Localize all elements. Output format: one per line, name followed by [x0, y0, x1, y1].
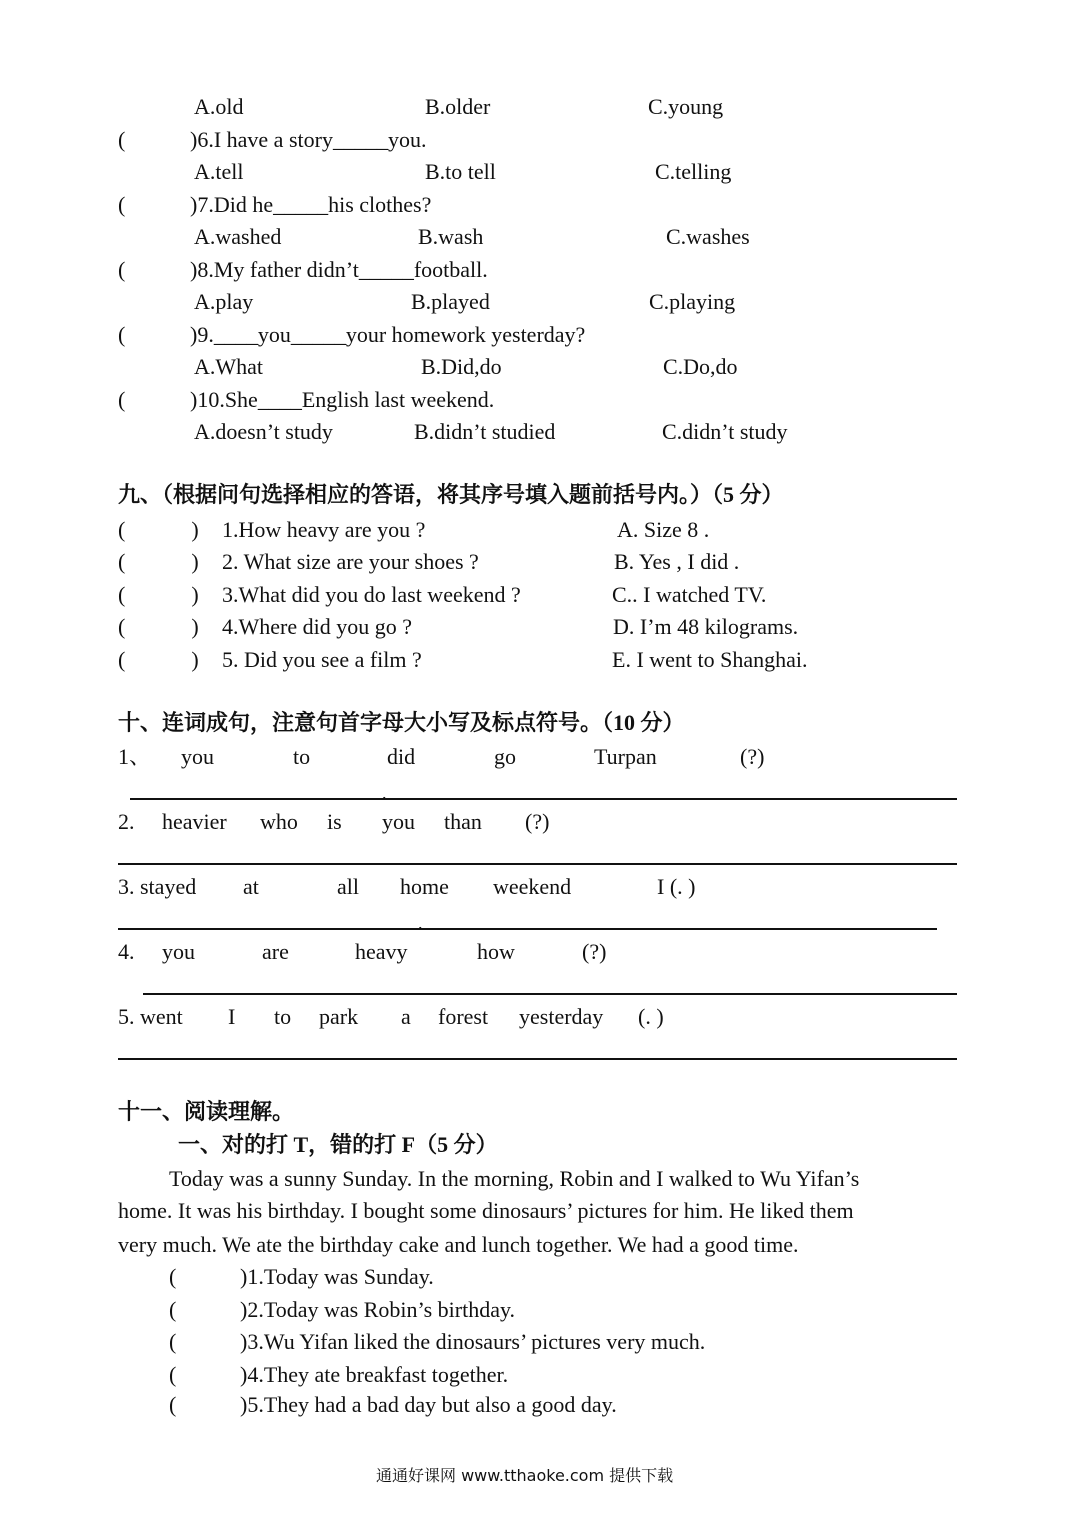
scramble-word: go: [494, 744, 516, 769]
scramble-word: a: [401, 1004, 411, 1029]
scramble-punctuation: (?): [740, 744, 765, 769]
match-answer: C.. I watched TV.: [612, 582, 767, 607]
option-b: B.wash: [418, 224, 484, 249]
scramble-number: 2.: [118, 809, 135, 834]
scramble-word: who: [260, 809, 298, 834]
scramble-punctuation: (?): [525, 809, 550, 834]
option-a: A.What: [194, 354, 264, 379]
scramble-word: I: [228, 1004, 236, 1029]
option-b: B.to tell: [425, 159, 496, 184]
scramble-word: you: [382, 809, 415, 834]
scramble-word: weekend: [493, 874, 572, 899]
answer-paren[interactable]: (: [169, 1264, 177, 1289]
tf-statement: )3.Wu Yifan liked the dinosaurs’ pictures very much.: [240, 1329, 706, 1354]
scramble-word: 3. stayed: [118, 874, 197, 899]
tf-statement: )1.Today was Sunday.: [240, 1264, 434, 1289]
answer-paren[interactable]: ( ): [118, 582, 199, 607]
match-answer: D. I’m 48 kilograms.: [613, 614, 799, 639]
answer-paren[interactable]: (: [169, 1329, 177, 1354]
scramble-word: to: [274, 1004, 292, 1029]
scramble-punctuation: (?): [582, 939, 607, 964]
answer-line-2[interactable]: [118, 863, 957, 865]
scramble-number: 4.: [118, 939, 135, 964]
option-c: C.playing: [649, 289, 736, 314]
scramble-word: 5. went: [118, 1004, 183, 1029]
section-11-title: 十一、阅读理解。: [118, 1099, 295, 1124]
scramble-word: you: [181, 744, 214, 769]
answer-paren[interactable]: (: [169, 1362, 177, 1387]
scramble-word: forest: [438, 1004, 489, 1029]
scramble-word: heavier: [162, 809, 227, 834]
scramble-word: yesterday: [519, 1004, 604, 1029]
answer-paren[interactable]: (: [118, 387, 126, 412]
passage-line: home. It was his birthday. I bought some dinosaurs’ pictures for him. He liked them: [118, 1198, 854, 1223]
answer-paren[interactable]: (: [118, 322, 126, 347]
option-c: C.washes: [666, 224, 750, 249]
match-question: 4.Where did you go ?: [222, 614, 412, 639]
option-a: A.tell: [194, 159, 244, 184]
scramble-word: to: [293, 744, 311, 769]
option-c: C.didn’t study: [662, 419, 788, 444]
q5-option-a: A.old: [194, 94, 244, 119]
tf-statement: )2.Today was Robin’s birthday.: [240, 1297, 516, 1322]
option-c: C.telling: [655, 159, 732, 184]
passage-line: Today was a sunny Sunday. In the morning, Robin and I walked to Wu Yifan’s: [169, 1166, 860, 1191]
option-b: B.didn’t studied: [414, 419, 556, 444]
match-question: 2. What size are your shoes ?: [222, 549, 479, 574]
tf-statement: )4.They ate breakfast together.: [240, 1362, 509, 1387]
passage-line: very much. We ate the birthday cake and lunch together. We had a good time.: [118, 1232, 799, 1257]
page-footer: 通通好课网 www.tthaoke.com 提供下载: [376, 1466, 674, 1485]
answer-paren[interactable]: (: [169, 1297, 177, 1322]
question-stem: )10.She____English last weekend.: [190, 387, 495, 412]
match-question: 3.What did you do last weekend ?: [222, 582, 521, 607]
scramble-word: you: [162, 939, 195, 964]
match-question: 1.How heavy are you ?: [222, 517, 426, 542]
scramble-word: all: [337, 874, 359, 899]
answer-paren[interactable]: ( ): [118, 549, 199, 574]
answer-line-4[interactable]: [143, 993, 957, 995]
scramble-word: I (. ): [657, 874, 696, 899]
answer-paren[interactable]: (: [118, 192, 126, 217]
answer-line-1[interactable]: [130, 798, 957, 800]
scramble-word: are: [262, 939, 289, 964]
scramble-number: 1、: [118, 744, 152, 769]
scramble-word: home: [400, 874, 449, 899]
scramble-word: did: [387, 744, 416, 769]
option-b: B.played: [411, 289, 490, 314]
option-a: A.washed: [194, 224, 282, 249]
scramble-word: how: [477, 939, 515, 964]
option-b: B.Did,do: [421, 354, 502, 379]
answer-paren[interactable]: (: [118, 257, 126, 282]
question-stem: )7.Did he_____his clothes?: [190, 192, 432, 217]
scramble-word: heavy: [355, 939, 408, 964]
line-dot: .: [382, 783, 387, 803]
question-stem: )8.My father didn’t_____football.: [190, 257, 488, 282]
line-dot: .: [418, 913, 423, 933]
option-a: A.play: [194, 289, 254, 314]
answer-line-5[interactable]: [118, 1058, 957, 1060]
scramble-word: than: [444, 809, 482, 834]
tf-statement: )5.They had a bad day but also a good day.: [240, 1392, 617, 1417]
q5-option-c: C.young: [648, 94, 724, 119]
answer-paren[interactable]: ( ): [118, 647, 199, 672]
match-answer: E. I went to Shanghai.: [612, 647, 808, 672]
scramble-punctuation: (. ): [638, 1004, 664, 1029]
question-stem: )6.I have a story_____you.: [190, 127, 427, 152]
scramble-word: park: [319, 1004, 359, 1029]
answer-line-3[interactable]: [118, 928, 937, 930]
scramble-word: Turpan: [594, 744, 657, 769]
section-10-title: 十、连词成句，注意句首字母大小写及标点符号。（10 分）: [118, 710, 685, 735]
answer-paren[interactable]: (: [169, 1392, 177, 1417]
answer-paren[interactable]: ( ): [118, 517, 199, 542]
match-question: 5. Did you see a film ?: [222, 647, 422, 672]
section-9-title: 九、（根据问句选择相应的答语，将其序号填入题前括号内。）（5 分）: [118, 482, 784, 507]
answer-paren[interactable]: (: [118, 127, 126, 152]
match-answer: B. Yes , I did .: [614, 549, 740, 574]
answer-paren[interactable]: ( ): [118, 614, 199, 639]
option-a: A.doesn’t study: [194, 419, 333, 444]
section-11-subtitle: 一、对的打 T，错的打 F（5 分）: [178, 1132, 498, 1157]
question-stem: )9.____you_____your homework yesterday?: [190, 322, 586, 347]
scramble-word: is: [327, 809, 342, 834]
option-c: C.Do,do: [663, 354, 738, 379]
scramble-word: at: [243, 874, 259, 899]
q5-option-b: B.older: [425, 94, 491, 119]
match-answer: A. Size 8 .: [617, 517, 710, 542]
